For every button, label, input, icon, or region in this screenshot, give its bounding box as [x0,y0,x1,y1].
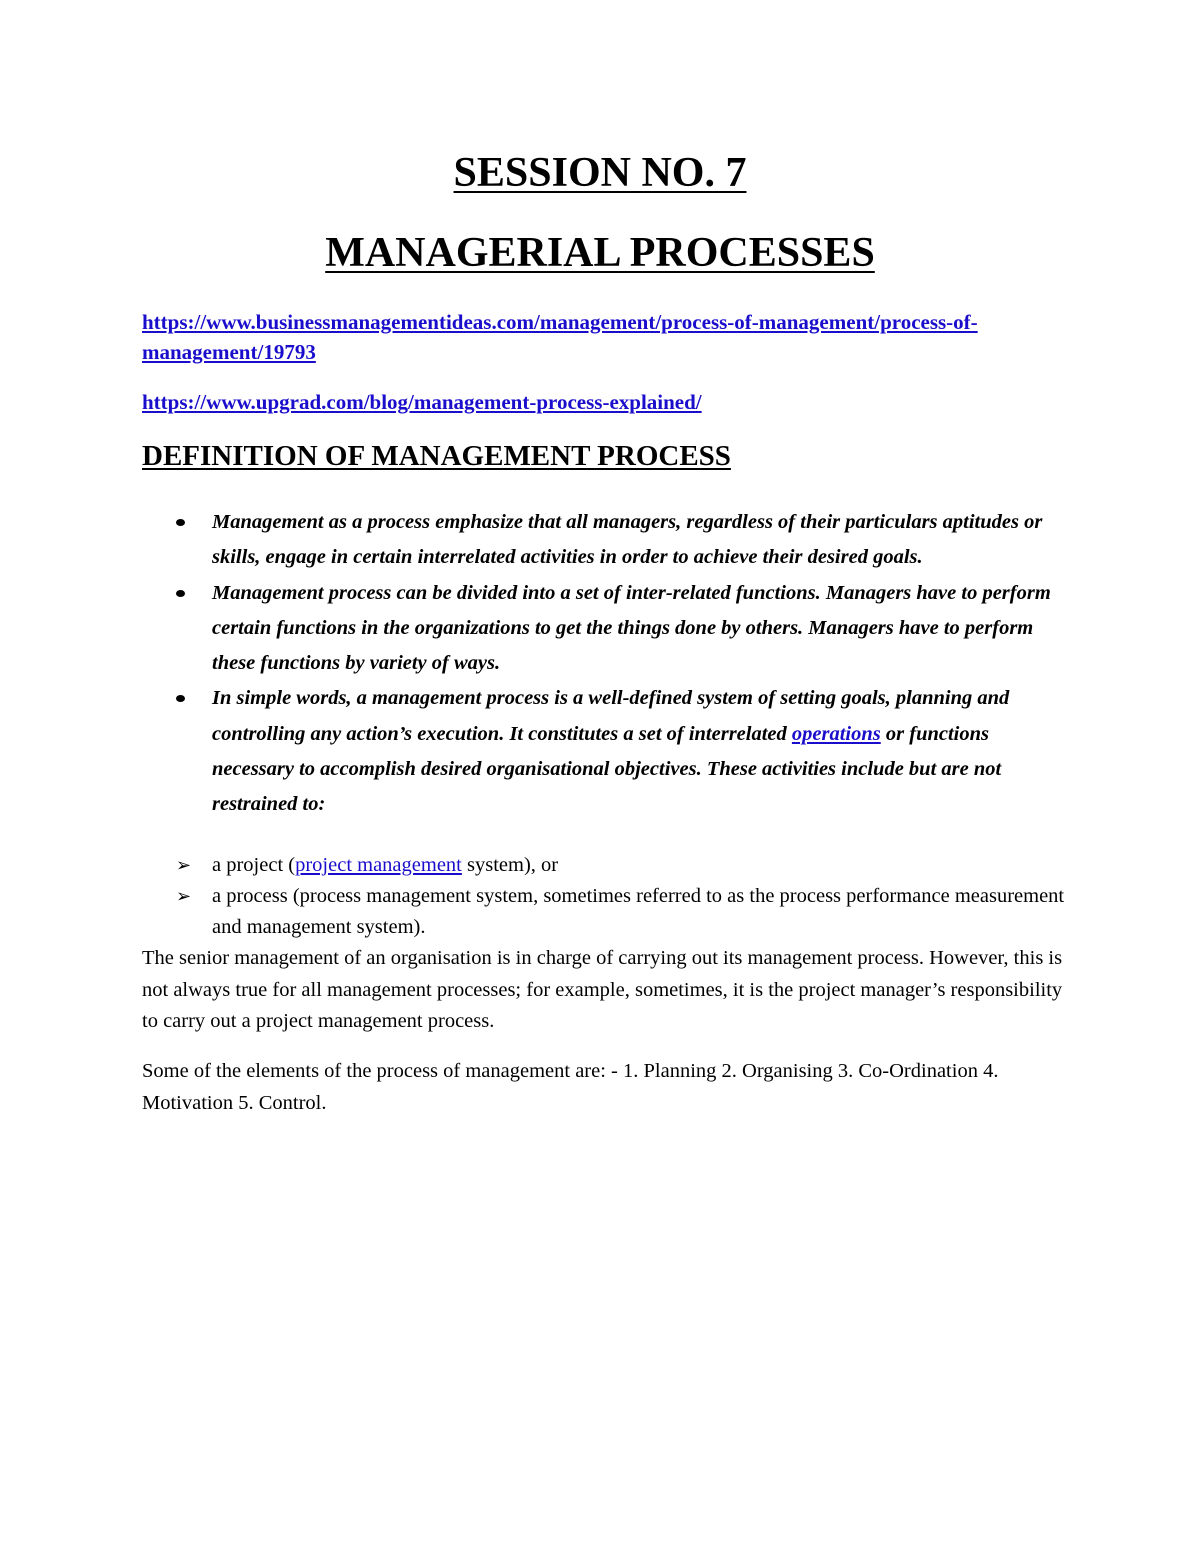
arrow-text-after: system), or [461,854,559,876]
bullet-text-after: or functions necessary to accomplish desired organisational objectives. These activities include but are not restrained to: [212,722,1002,816]
reference-link-upgrad[interactable]: https://www.upgrad.com/blog/management-process-explained/ [142,390,702,414]
elements-paragraph: Some of the elements of the process of management are: - 1. Planning 2. Organising 3. Co-Ordination 4. Motivation 5. Control. [142,1060,999,1114]
bullet-dot-icon [176,695,185,702]
list-item [142,505,1062,576]
operations-link[interactable]: operations [791,722,881,745]
arrow-text-before: a project ( [212,854,296,876]
bullet-text: Management process can be divided into a set of inter-related functions. Managers have to perform certain functions in the organizations to get the things done by others. Managers have to perform these functions by variety of ways. [212,581,1051,675]
definition-bullet-list [142,505,1062,823]
bullet-text-before: In simple words, a management process is a well-defined system of setting goals, planning and controlling any action’s execution. It constitutes a set of interrelated [212,687,1010,745]
arrowhead-bullet-icon: ➢ [176,855,192,876]
list-item [142,850,1072,881]
list-item [142,576,1062,682]
arrowhead-bullet-icon: ➢ [176,886,192,907]
list-item [142,881,1072,943]
list-item [142,681,1062,822]
reference-link-businessmanagementideas[interactable]: https://www.businessmanagementideas.com/management/process-of-management/process-of-management/19793 [142,310,978,364]
body-paragraph: The senior management of an organisation is in charge of carrying out its management process. However, this is not always true for all management processes; for example, sometimes, it is the project manager’s responsibility to carry out a project management process. [142,947,1063,1032]
arrow-bullet-list [142,850,1072,943]
arrow-text: a process (process management system, sometimes referred to as the process performance measurement and management system). [212,885,1065,938]
section-heading: DEFINITION OF MANAGEMENT PROCESS [142,440,731,472]
bullet-dot-icon [176,590,185,597]
bullet-text: Management as a process emphasize that all managers, regardless of their particulars aptitudes or skills, engage in certain interrelated activities in order to achieve their desired goals. [212,511,1043,569]
session-title: SESSION NO. 7 [453,150,747,196]
bullet-dot-icon [176,519,185,526]
project-management-link[interactable]: project management [295,854,462,876]
page-title: MANAGERIAL PROCESSES [325,230,875,276]
